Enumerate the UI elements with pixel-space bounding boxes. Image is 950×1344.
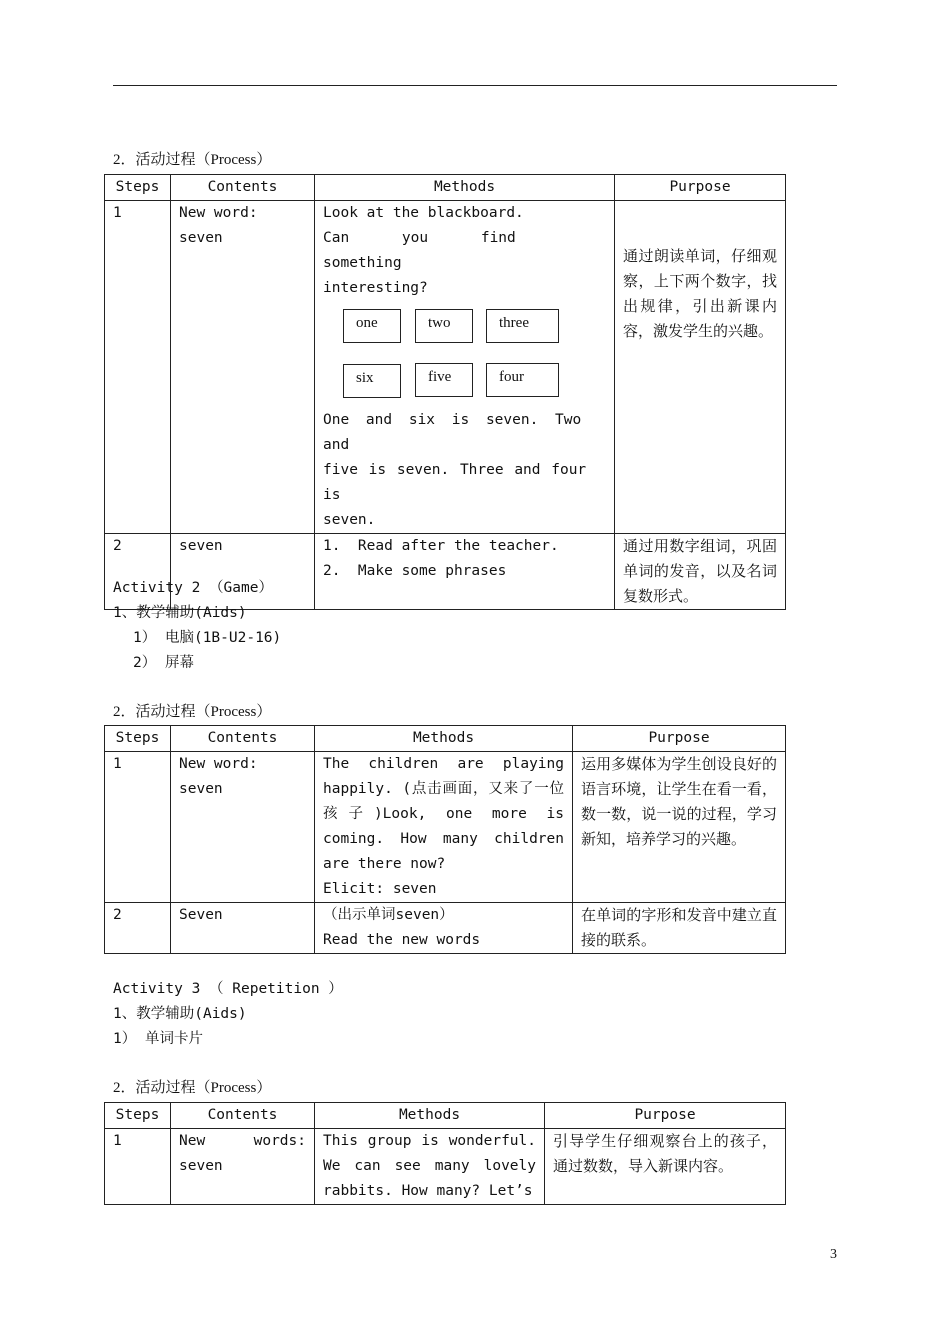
methods-cell	[315, 534, 615, 610]
header-rule	[113, 85, 837, 86]
header-purpose: Purpose	[573, 726, 786, 752]
activity-2-title: Activity 2 （Game）	[113, 580, 273, 596]
aids-title: 1、教学辅助(Aids)	[113, 605, 247, 621]
methods-line: One and six is seven. Two and	[323, 412, 582, 453]
contents-cell: seven	[171, 534, 315, 610]
methods-line: five is seven. Three and four is	[323, 462, 587, 503]
methods-line: （出示单词seven）	[323, 907, 454, 923]
process-table-2	[104, 725, 786, 954]
header-contents: Contents	[171, 175, 315, 201]
methods-line: 2. Make some phrases	[323, 563, 507, 579]
methods-text: The children are playing happily. (点击画面，又来了一位孩子)Look, one more is coming. How many children are there now?	[323, 756, 564, 872]
word-box-two: two	[415, 309, 473, 343]
methods-cell: This group is wonderful. We can see many lovely rabbits. How many? Let’s	[315, 1129, 545, 1205]
process-table-1	[104, 174, 786, 610]
process-heading-1: 2．活动过程（Process）	[113, 152, 272, 168]
header-purpose: Purpose	[615, 175, 786, 201]
purpose-cell: 运用多媒体为学生创设良好的语言环境，让学生在看一看，数一数，说一说的过程，学习新知，培养学习的兴趣。	[573, 752, 786, 903]
purpose-cell: 通过朗读单词，仔细观察，上下两个数字，找出规律，引出新课内容，激发学生的兴趣。	[615, 201, 786, 534]
contents-cell	[171, 752, 315, 903]
word-box-one: one	[343, 309, 401, 343]
table-row	[105, 201, 786, 534]
header-methods: Methods	[315, 1103, 545, 1129]
header-contents: Contents	[171, 1103, 315, 1129]
header-methods: Methods	[315, 726, 573, 752]
methods-cell	[315, 201, 615, 534]
methods-line: seven.	[323, 512, 376, 528]
contents-cell: Seven	[171, 903, 315, 954]
header-steps: Steps	[105, 726, 171, 752]
activity-3-title: Activity 3 （ Repetition ）	[113, 981, 343, 997]
table-header-row	[105, 175, 786, 201]
process-table-3	[104, 1102, 786, 1205]
methods-line: interesting?	[323, 280, 428, 296]
contents-line: New word:	[179, 756, 258, 772]
methods-line: Can you find something	[323, 230, 516, 271]
methods-cell	[315, 752, 573, 903]
table-row	[105, 903, 786, 954]
header-methods: Methods	[315, 175, 615, 201]
contents-cell: New words: seven	[171, 1129, 315, 1205]
table-header-row	[105, 1103, 786, 1129]
word-box-three: three	[486, 309, 559, 343]
page-number: 3	[830, 1247, 837, 1262]
purpose-cell: 在单词的字形和发音中建立直接的联系。	[573, 903, 786, 954]
methods-line: Read the new words	[323, 932, 481, 948]
step-cell: 1	[105, 1129, 171, 1205]
contents-line: seven	[179, 781, 223, 797]
contents-line: seven	[179, 230, 223, 246]
methods-line: Elicit: seven	[323, 881, 437, 897]
word-box-six: six	[343, 364, 401, 398]
header-steps: Steps	[105, 1103, 171, 1129]
methods-line: 1. Read after the teacher.	[323, 538, 559, 554]
aids-item: 1） 电脑(1B-U2-16)	[133, 630, 282, 646]
header-steps: Steps	[105, 175, 171, 201]
header-purpose: Purpose	[545, 1103, 786, 1129]
contents-cell	[171, 201, 315, 534]
word-box-five: five	[415, 363, 473, 397]
aids-item: 1） 单词卡片	[113, 1031, 203, 1047]
process-heading-2: 2．活动过程（Process）	[113, 704, 272, 720]
step-cell: 2	[105, 534, 171, 610]
step-cell: 2	[105, 903, 171, 954]
methods-line: Look at the blackboard.	[323, 205, 524, 221]
purpose-cell: 通过用数字组词，巩固单词的发音，以及名词复数形式。	[615, 534, 786, 610]
word-box-four: four	[486, 363, 559, 397]
table-row	[105, 752, 786, 903]
contents-line: New word:	[179, 205, 258, 221]
process-heading-3: 2．活动过程（Process）	[113, 1080, 272, 1096]
aids-title: 1、教学辅助(Aids)	[113, 1006, 247, 1022]
table-header-row	[105, 726, 786, 752]
aids-item: 2） 屏幕	[133, 655, 194, 671]
step-cell: 1	[105, 752, 171, 903]
word-boxes	[323, 301, 606, 408]
methods-cell	[315, 903, 573, 954]
header-contents: Contents	[171, 726, 315, 752]
step-cell: 1	[105, 201, 171, 534]
purpose-cell: 引导学生仔细观察台上的孩子，通过数数，导入新课内容。	[545, 1129, 786, 1205]
table-row	[105, 1129, 786, 1205]
